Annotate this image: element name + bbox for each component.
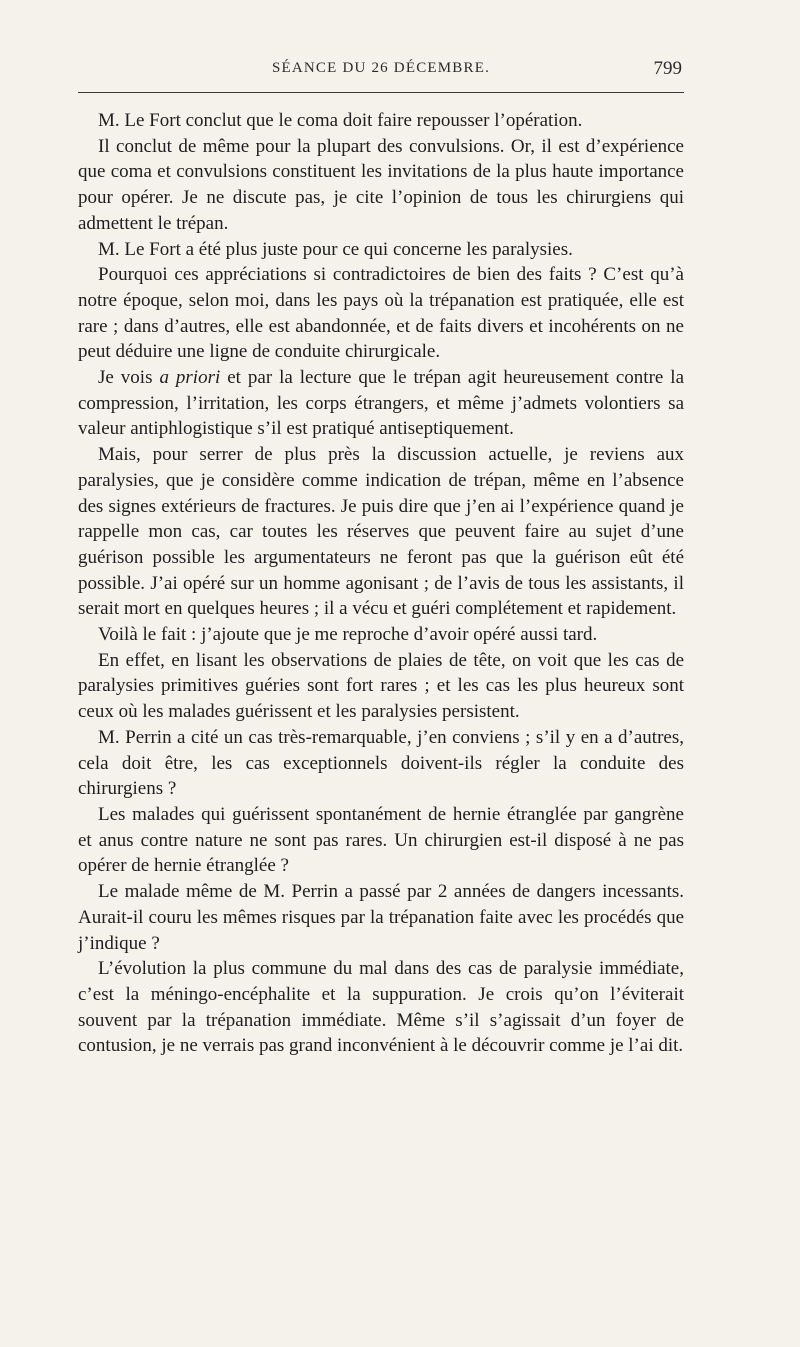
paragraph: Mais, pour serrer de plus près la discussion actuelle, je reviens aux paralysies, que je considère comme indication de trépan, même en l’absence des signes extérieurs de fractures. Je puis dire que j’en ai l’expérience quand je rappelle mon cas, car toutes les réserves que peuvent faire au sujet d’une guérison possible les argumentateurs ne feront pas que la guérison eût été possible. J’ai opéré sur un homme agonisant ; de l’avis de tous les assistants, il serait mort en quelques heures ; il a vécu et guéri complétement et rapidement. [78,444,684,620]
header-rule [78,92,684,93]
running-title: SÉANCE DU 26 DÉCEMBRE. [271,60,491,76]
page-number: 799 [653,58,682,79]
paragraph: Pourquoi ces appréciations si contradictoires de bien des faits ? C’est qu’à notre époque, selon moi, dans les pays où la trépanation est pratiquée, elle est rare ; dans d’autres, elle est abandonnée, et de faits divers et incohérents on ne peut déduire une ligne de conduite chirurgicale. [78,264,684,363]
paragraph [78,365,684,442]
paragraph: Les malades qui guérissent spontanément de hernie étranglée par gangrène et anus contre nature ne sont pas rares. Un chirurgien est-il disposé à ne pas opérer de hernie étranglée ? [78,803,684,877]
paragraph: Voilà le fait : j’ajoute que je me reproche d’avoir opéré aussi tard. [98,624,598,646]
paragraph: M. Perrin a cité un cas très-remarquable, j’en conviens ; s’il y en a d’autres, cela doit être, les cas exceptionnels doivent-ils régler la conduite des chirurgiens ? [78,726,684,800]
body-text [78,108,684,1059]
paragraph-text: et par la lecture que le trépan agit heureusement contre la compression, l’irritation, les corps étrangers, et même j’admets volontiers sa valeur antiphlogistique s’il est pratiqué antiseptiquement. [78,367,685,440]
paragraph: Le malade même de M. Perrin a passé par 2 années de dangers incessants. Aurait-il couru les mêmes risques par la trépanation faite avec les procédés que j’indique ? [78,881,684,954]
running-head [78,58,684,86]
paragraph: Il conclut de même pour la plupart des convulsions. Or, il est d’expérience que coma et convulsions constituent les invitations de la plus haute importance pour opérer. Je ne discute pas, je cite l’opinion de tous les chirurgiens qui admettent le trépan. [78,135,684,234]
paragraph: M. Le Fort a été plus juste pour ce qui concerne les paralysies. [98,238,573,260]
italic-term: a priori [159,367,221,389]
paragraph: M. Le Fort conclut que le coma doit faire repousser l’opération. [98,110,583,131]
paragraph-text: Je vois [98,367,160,389]
paragraph: L’évolution la plus commune du mal dans des cas de paralysie immédiate, c’est la méningo-encéphalite et la suppuration. Je crois qu’on l’éviterait souvent par la trépanation immédiate. Même s’il s’agissait d’un foyer de contusion, je ne verrais pas grand inconvénient à le découvrir comme je l’ai dit. [78,958,684,1057]
paragraph: En effet, en lisant les observations de plaies de tête, on voit que les cas de paralysies primitives guéries sont fort rares ; et les cas les plus heureux sont ceux où les malades guérissent et les paralysies persistent. [78,649,684,723]
